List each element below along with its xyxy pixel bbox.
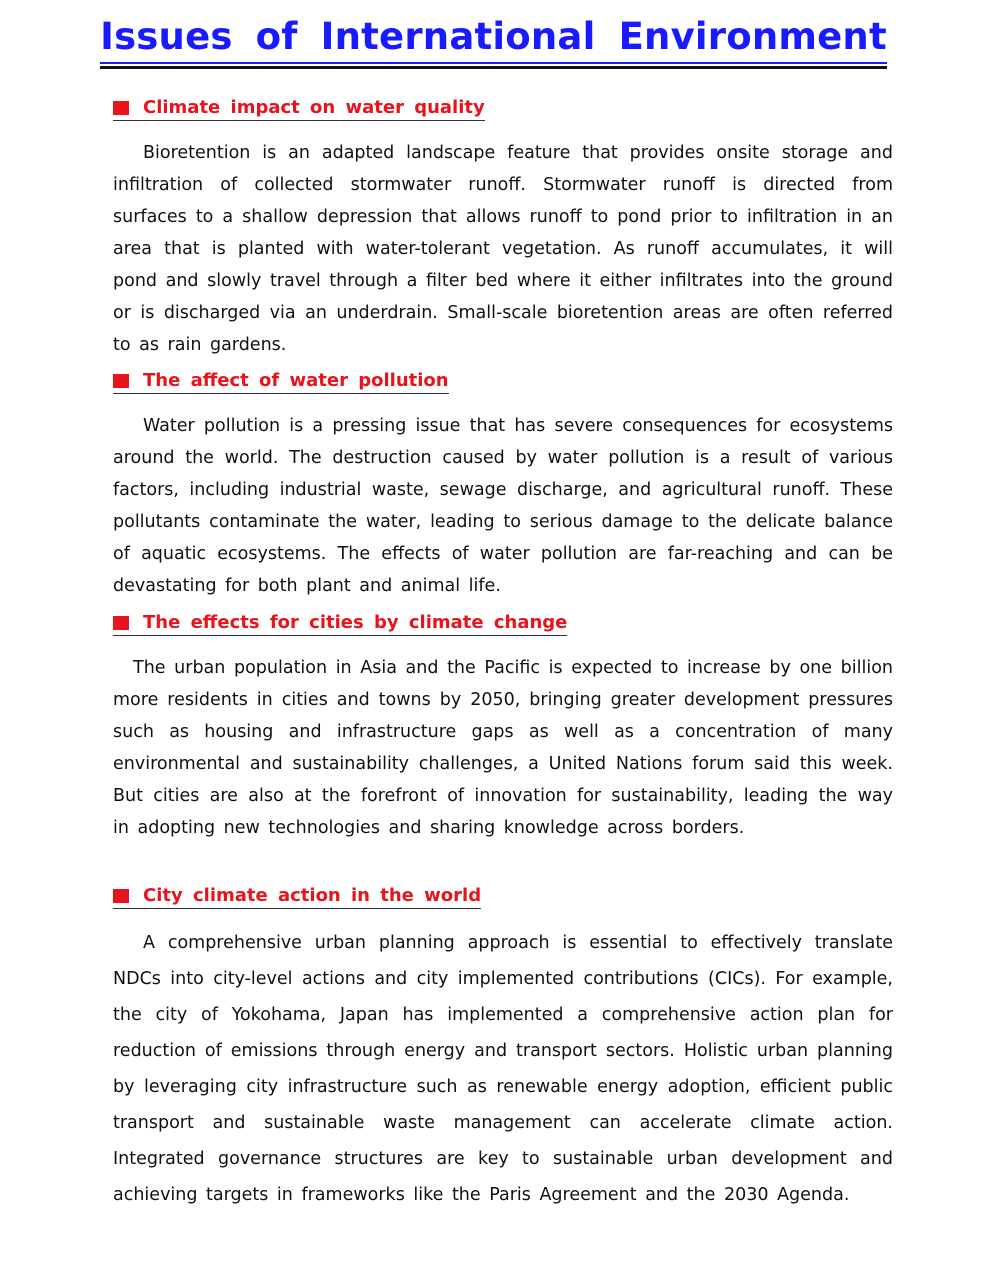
section-paragraph: Bioretention is an adapted landscape feature that provides onsite storage and infiltration of collected stormwater runoff. Stormwater runoff is directed from surfaces to a shallow depression that allows runoff to pond prior to infiltration in an area that is planted with water-tolerant vegetation. As runoff accumulates, it will pond and slowly travel through a filter bed where it either infiltrates into the ground or is discharged via an underdrain. Small-scale bioretention areas are often referred to as rain gardens. (113, 143, 893, 355)
section-paragraph: Water pollution is a pressing issue that has severe consequences for ecosystems around the world. The destruction caused by water pollution is a result of various factors, including industrial waste, sewage discharge, and agricultural runoff. These pollutants contaminate the water, leading to serious damage to the delicate balance of aquatic ecosystems. The effects of water pollution are far-reaching and can be devastating for both plant and animal life. (113, 416, 893, 596)
section-heading-text: The affect of water pollution (143, 370, 449, 391)
section-heading-text: City climate action in the world (143, 885, 482, 906)
section-heading-text: The effects for cities by climate change (143, 612, 568, 633)
section-heading-text: Climate impact on water quality (143, 97, 485, 118)
red-square-bullet-icon (113, 101, 129, 115)
section-city-climate-action (113, 885, 893, 1213)
red-square-bullet-icon (113, 889, 129, 903)
section-climate-impact-water-quality (113, 97, 893, 361)
section-heading (113, 612, 893, 636)
red-square-bullet-icon (113, 374, 129, 388)
title-block (0, 14, 987, 64)
page-title: Issues of International Environment (100, 14, 887, 64)
section-heading (113, 370, 893, 394)
red-square-bullet-icon (113, 616, 129, 630)
section-water-pollution (113, 370, 893, 602)
section-paragraph: The urban population in Asia and the Pacific is expected to increase by one billion more residents in cities and towns by 2050, bringing greater development pressures such as housing and infrastructure gaps as well as a concentration of many environmental and sustainability challenges, a United Nations forum said this week. But cities are also at the forefront of innovation for sustainability, leading the way in adopting new technologies and sharing knowledge across borders. (113, 658, 893, 838)
section-paragraph: A comprehensive urban planning approach is essential to effectively translate NDCs into city-level actions and city implemented contributions (CICs). For example, the city of Yokohama, Japan has implemented a comprehensive action plan for reduction of emissions through energy and transport sectors. Holistic urban planning by leveraging city infrastructure such as renewable energy adoption, efficient public transport and sustainable waste management can accelerate climate action. Integrated governance structures are key to sustainable urban development and achieving targets in frameworks like the Paris Agreement and the 2030 Agenda. (113, 933, 893, 1205)
section-heading (113, 97, 893, 121)
section-cities-climate-change (113, 612, 893, 844)
section-heading (113, 885, 893, 909)
